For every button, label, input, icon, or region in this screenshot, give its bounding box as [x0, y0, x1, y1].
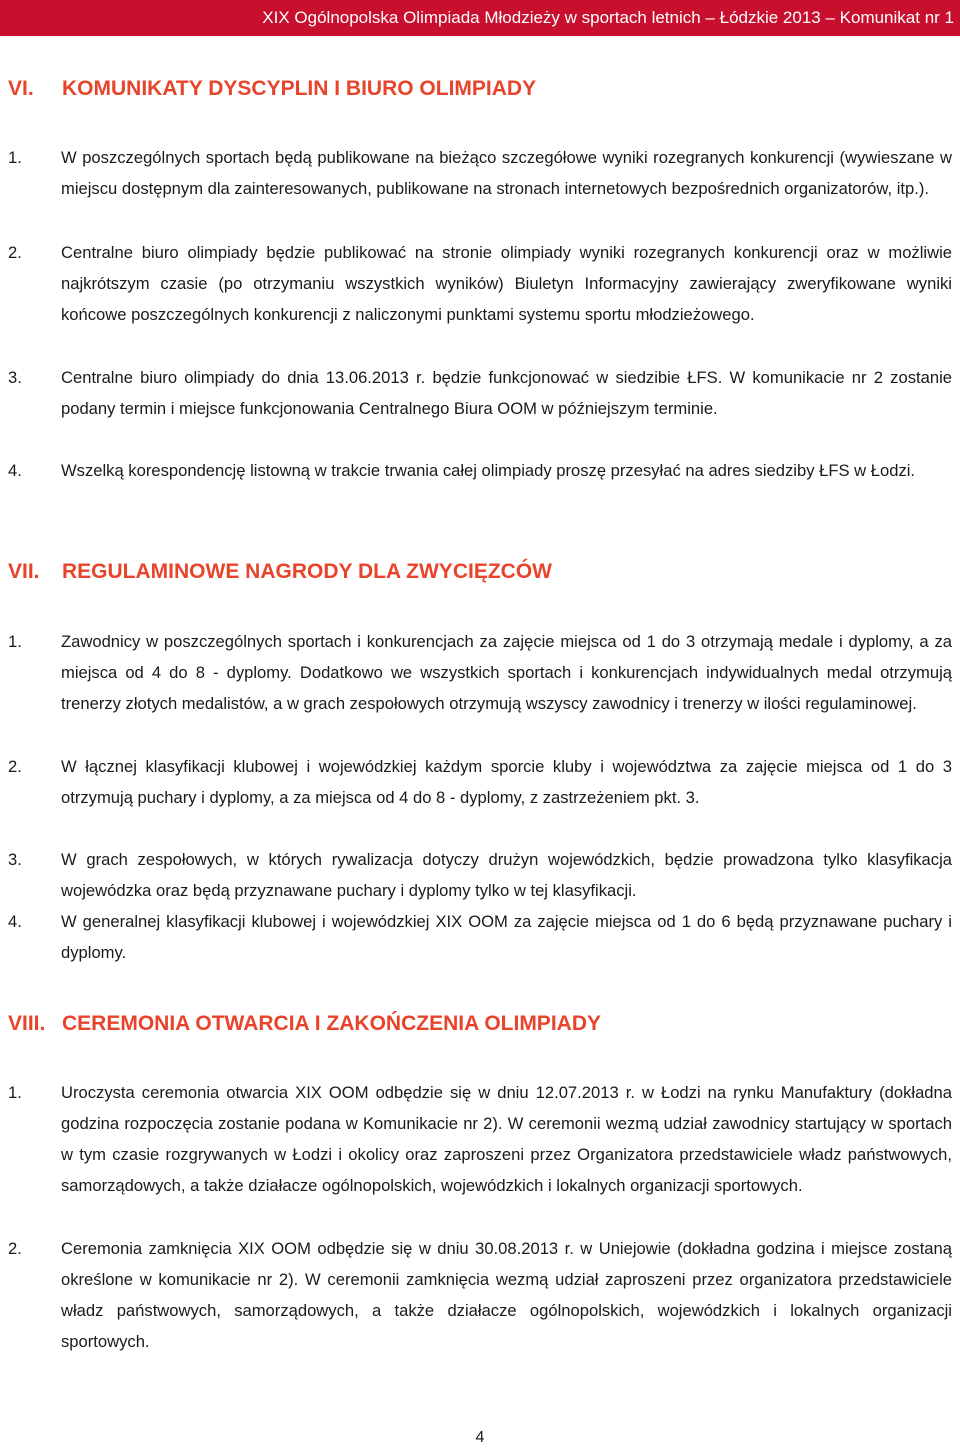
- list-item: [8, 362, 952, 424]
- item-text: Centralne biuro olimpiady do dnia 13.06.2013 r. będzie funkcjonować w siedzibie ŁFS. W komunikacie nr 2 zostanie podany termin i miejsce funkcjonowania Centralnego Biura OOM w późniejszym terminie.: [61, 368, 952, 418]
- item-number: 3.: [8, 368, 22, 387]
- page-header: [0, 0, 960, 36]
- section-number: VI.: [8, 77, 34, 100]
- section-title: REGULAMINOWE NAGRODY DLA ZWYCIĘZCÓW: [62, 560, 552, 583]
- section-title: CEREMONIA OTWARCIA I ZAKOŃCZENIA OLIMPIADY: [62, 1012, 601, 1035]
- list-item: [8, 1233, 952, 1357]
- list-item: [8, 455, 952, 486]
- section-number: VIII.: [8, 1012, 46, 1035]
- list-item: [8, 751, 952, 813]
- list-item: [8, 1077, 952, 1201]
- section-heading-vii: [8, 559, 552, 585]
- item-text: W generalnej klasyfikacji klubowej i wojewódzkiej XIX OOM za zajęcie miejsca od 1 do 6 będą przyznawane puchary i dyplomy.: [61, 912, 952, 962]
- item-text: W łącznej klasyfikacji klubowej i wojewódzkiej każdym sporcie kluby i województwa za zajęcie miejsca od 1 do 3 otrzymują puchary i dyplomy, a za miejsca od 4 do 8 - dyplomy, z zastrzeżeniem pkt. 3.: [61, 757, 952, 807]
- item-text: Zawodnicy w poszczególnych sportach i konkurencjach za zajęcie miejsca od 1 do 3 otrzymają medale i dyplomy, a za miejsca od 4 do 8 - dyplomy. Dodatkowo we wszystkich sportach i konkurencjach indywidualnych medal otrzymują trenerzy złotych medalistów, a w grach zespołowych otrzymują wszyscy zawodnicy i trenerzy w ilości regulaminowej.: [61, 632, 952, 713]
- list-item: [8, 906, 952, 968]
- item-number: 2.: [8, 243, 22, 262]
- item-number: 1.: [8, 632, 22, 651]
- list-item: [8, 626, 952, 719]
- item-number: 2.: [8, 757, 22, 776]
- section-title: KOMUNIKATY DYSCYPLIN I BIURO OLIMPIADY: [62, 77, 537, 100]
- item-number: 1.: [8, 1083, 22, 1102]
- item-text: W poszczególnych sportach będą publikowane na bieżąco szczegółowe wyniki rozegranych konkurencji (wywieszane w miejscu dostępnym dla zainteresowanych, publikowane na stronach internetowych bezpośrednich organizatorów, itp.).: [61, 148, 952, 198]
- list-item: [8, 142, 952, 204]
- section-number: VII.: [8, 560, 40, 583]
- page-number: 4: [475, 1429, 485, 1446]
- item-text: Ceremonia zamknięcia XIX OOM odbędzie się w dniu 30.08.2013 r. w Uniejowie (dokładna godzina i miejsce zostaną określone w komunikacie nr 2). W ceremonii zamknięcia wezmą udział zaproszeni przez organizatora przedstawiciele władz państwowych, samorządowych, a także działacze ogólnopolskich, wojewódzkich i lokalnych organizacji sportowych.: [61, 1239, 952, 1351]
- item-text: W grach zespołowych, w których rywalizacja dotyczy drużyn wojewódzkich, będzie prowadzona tylko klasyfikacja wojewódzka oraz będą przyznawane puchary i dyplomy tylko w tej klasyfikacji.: [61, 850, 952, 900]
- item-text: Centralne biuro olimpiady będzie publikować na stronie olimpiady wyniki rozegranych konkurencji oraz w możliwie najkrótszym czasie (po otrzymaniu wszystkich wyników) Biuletyn Informacyjny zawierający zweryfikowane wyniki końcowe poszczególnych konkurencji z naliczonymi punktami systemu sportu młodzieżowego.: [61, 243, 952, 324]
- header-title: XIX Ogólnopolska Olimpiada Młodzieży w sportach letnich – Łódzkie 2013 – Komunikat nr 1: [262, 8, 954, 27]
- item-text: Wszelką korespondencję listowną w trakcie trwania całej olimpiady proszę przesyłać na adres siedziby ŁFS w Łodzi.: [61, 461, 916, 480]
- item-number: 4.: [8, 912, 22, 931]
- section-heading-vi: [8, 76, 536, 102]
- item-text: Uroczysta ceremonia otwarcia XIX OOM odbędzie się w dniu 12.07.2013 r. w Łodzi na rynku Manufaktury (dokładna godzina rozpoczęcia zostanie podana w Komunikacie nr 2). W ceremonii wezmą udział zawodnicy startujący w sportach w tym czasie rozgrywanych w Łodzi i okolicy oraz zaproszeni przez Organizatora przedstawiciele władz państwowych, samorządowych, a także działacze ogólnopolskich, wojewódzkich i lokalnych organizacji sportowych.: [61, 1083, 952, 1195]
- item-number: 3.: [8, 850, 22, 869]
- list-item: [8, 237, 952, 330]
- item-number: 4.: [8, 461, 22, 480]
- item-number: 2.: [8, 1239, 22, 1258]
- list-item: [8, 844, 952, 906]
- item-number: 1.: [8, 148, 22, 167]
- section-heading-viii: [8, 1011, 601, 1037]
